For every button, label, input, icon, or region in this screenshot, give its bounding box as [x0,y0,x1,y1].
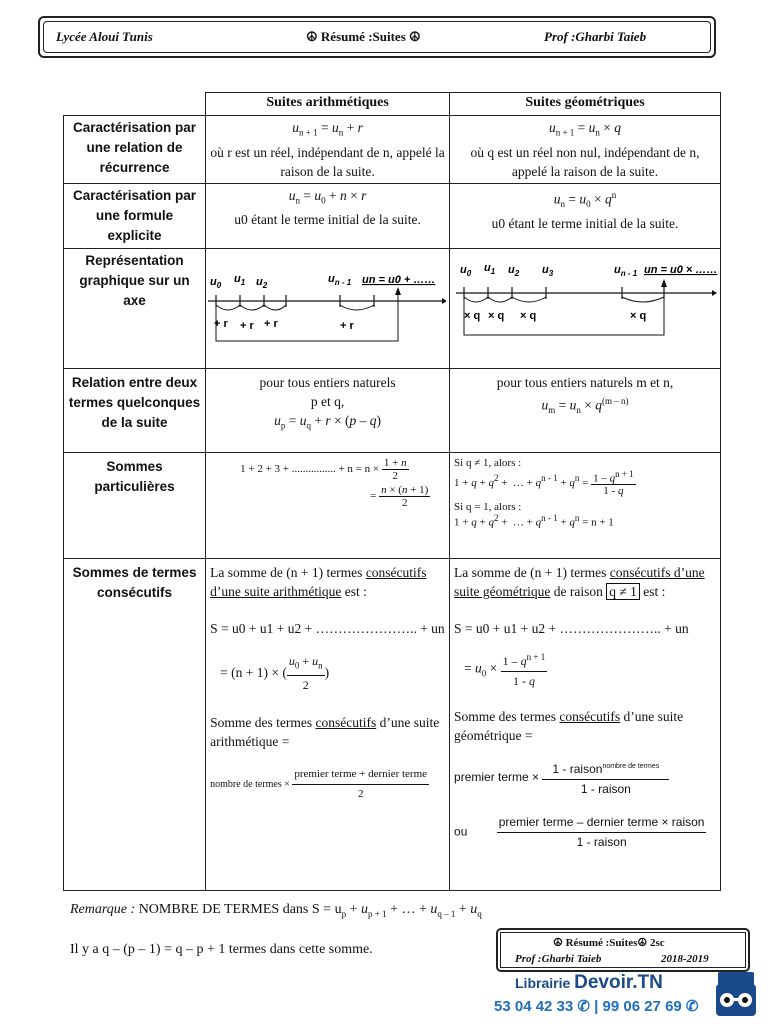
cell-arith-consecutive [206,558,450,890]
text-geo-explicit: u0 étant le terme initial de la suite. [491,215,679,231]
geo-consecutive-words-formula: premier terme × $\frac{1 - raison^{nombre de termes}}{\text{1 - raison}}$ [454,757,716,799]
geo-step-label-4: × q [630,309,647,322]
arith-axis-top-label: un = u0 + …… [362,273,436,286]
summary-table [63,92,721,891]
cell-geo-consecutive [450,558,721,890]
formula-geo-sums-2: $1 + q + q^2$ + … + $q^{n - 1} + q^n = n + 1$ [454,513,614,529]
row-label-recurrence: Caractérisation par une relation de récurrence [64,116,206,184]
svg-text:u0: $u_0$ [460,263,472,278]
column-header-geo: Suites géométriques [450,93,721,116]
corner-cell [64,93,206,116]
cell-arith-sums [206,452,450,558]
svg-text:u2: $u_2$ [508,263,520,278]
row-label-consecutive: Sommes de termes consécutifs [64,558,206,890]
remark-label: Remarque : [70,902,136,917]
column-header-arith: Suites arithmétiques [206,93,450,116]
arith-consecutive-result: = (n + 1) × ( $\frac{u_0 + u_n}{2}$ ) [220,653,330,693]
text-arith-recurrence: où r est un réel, indépendant de n, appelé la raison de la suite. [210,144,445,179]
svg-text:u1: $u_1$ [484,261,496,276]
cell-arith-recurrence [206,116,450,184]
svg-text:un - 1: $u_{n - 1}$ [614,263,638,278]
formula-arith-recurrence: $u_{n + 1} = u_n + r$ [292,120,363,138]
geo-step-label-2: × q [488,309,505,322]
cell-geo-recurrence [450,116,721,184]
text-geo-relation: pour tous entiers naturels m et n, [496,374,674,390]
arith-axis-diagram [206,249,446,361]
geo-consecutive-result: = $u_0$ × $\frac{1 - q^{n + 1}}{1 - q}$ [464,648,716,691]
svg-text:un - 1: $u_{n - 1}$ [328,272,352,287]
formula-geo-relation: $u_m = u_n \times q^{(m - n)}$ [541,395,629,415]
svg-text:u1: $u_1$ [234,272,246,287]
remark-text: NOMBRE DE TERMES dans S = u [135,902,342,917]
teacher-name: Prof :Gharbi Taieb [544,29,647,44]
library-brand [515,972,663,994]
formula-geo-sums-1: $1 + q + q^2$ + … + $q^{n - 1} + q^n$ = $\frac{1 - q^{n + 1}}{1 - q}$ [454,468,634,498]
stamp-title: ☮ Résumé :Suites☮ 2sc [553,937,665,949]
geo-consecutive-sum: S = u0 + u1 + u2 + ………………….. + un [454,620,689,636]
arith-consecutive-words: Somme des termes consécutifs d’une suite arithmétique = [210,715,440,750]
footer-stamp [496,928,750,972]
stamp-year: 2018-2019 [661,953,709,965]
geo-consecutive-intro: La somme de (n + 1) termes consécutifs d’une suite géométrique de raison q ≠ 1 est : [454,564,705,599]
arith-consecutive-intro: La somme de (n + 1) termes consécutifs d’une suite arithmétique est : [210,564,427,599]
library-logo-icon [714,970,758,1018]
school-name: Lycée Aloui Tunis [56,29,153,44]
formula-geo-recurrence: $u_{n + 1} = u_n \times q$ [548,120,622,138]
geo-axis-diagram [450,249,718,361]
formula-arith-explicit: $u_n = u_0 + n \times r$ [288,187,367,206]
cell-geo-explicit [450,183,721,248]
library-phones: 53 04 42 33 ✆ | 99 06 27 69 ✆ [494,998,699,1015]
svg-text:u2: $u_2$ [256,275,268,290]
geo-sums-result2: = n + 1 [582,517,614,529]
page-header [38,16,716,58]
remark-line-1: Remarque : NOMBRE DE TERMES dans $S = u_p + u_{p + 1}$ + … + $u_{q - 1} + u_q$ [70,902,482,919]
geo-step-label-1: × q [464,309,481,322]
library-prefix: Librairie [515,975,575,991]
formula-arith-sums-2: = $\frac{n \times (n + 1)}{2}$ [370,483,429,509]
arith-step-label-2: + r [240,319,254,332]
geo-consecutive-or: ou $\frac{\text{premier terme – dernier terme × raison}}{\text{1 - raison}}$ [454,814,705,849]
arith-step-label-4: + r [340,319,354,332]
arith-consecutive-sum: S = u0 + u1 + u2 + ………………….. + un [210,620,445,636]
geo-step-label-3: × q [520,309,537,322]
svg-text:u3: $u_3$ [542,263,554,278]
row-label-explicit: Caractérisation par une formule explicite [64,183,206,248]
arith-step-label-1: + r [214,317,228,330]
cell-arith-relation [206,368,450,452]
cell-arith-graph [206,248,450,368]
remark-line-2: Il y a q – (p – 1) = q – p + 1 termes dans cette somme. [70,942,373,957]
svg-text:u0: $u_0$ [210,275,222,290]
arith-consecutive-words-formula: nombre de termes × $\frac{\text{premier terme + dernier terme}}{2}$ [210,765,445,804]
cell-arith-explicit [206,183,450,248]
text-arith-relation-2: p et q, [310,393,345,409]
arith-step-label-3: + r [264,317,278,330]
formula-geo-explicit: $u_n = u_0 \times q^n$ [553,189,617,209]
arith-sums-lhs: 1 + 2 + 3 + ................ + n = n × [240,462,380,475]
geo-consecutive-words: Somme des termes consécutifs d’une suite géométrique = [454,708,684,743]
geo-axis-top-label: un = u0 × …… [644,263,718,276]
document-title: ☮ Résumé :Suites ☮ [306,29,421,44]
row-label-graph: Représentation graphique sur un axe [64,248,206,368]
text-arith-relation-1: pour tous entiers naturels [259,374,396,390]
cell-geo-graph [450,248,721,368]
geo-sums-case2: Si q = 1, alors : [454,501,522,514]
stamp-teacher: Prof :Gharbi Taieb [515,953,602,965]
row-label-sums: Sommes particulières [64,452,206,558]
cell-geo-sums [450,452,721,558]
formula-arith-relation: $u_p = u_q + r \times (p - q)$ [274,412,381,431]
formula-arith-sums: 1 + 2 + 3 + ................ + n = n × $\frac{1 + n}{2}$ [240,456,407,482]
library-name: Devoir.TN [574,972,663,993]
text-arith-explicit: u0 étant le terme initial de la suite. [234,212,421,228]
text-geo-recurrence: où q est un réel non nul, indépendant de n, appelé la raison de la suite. [470,144,700,179]
row-label-relation: Relation entre deux termes quelconques de la suite [64,368,206,452]
geo-sums-case1: Si q ≠ 1, alors : [454,456,522,469]
cell-geo-relation [450,368,721,452]
